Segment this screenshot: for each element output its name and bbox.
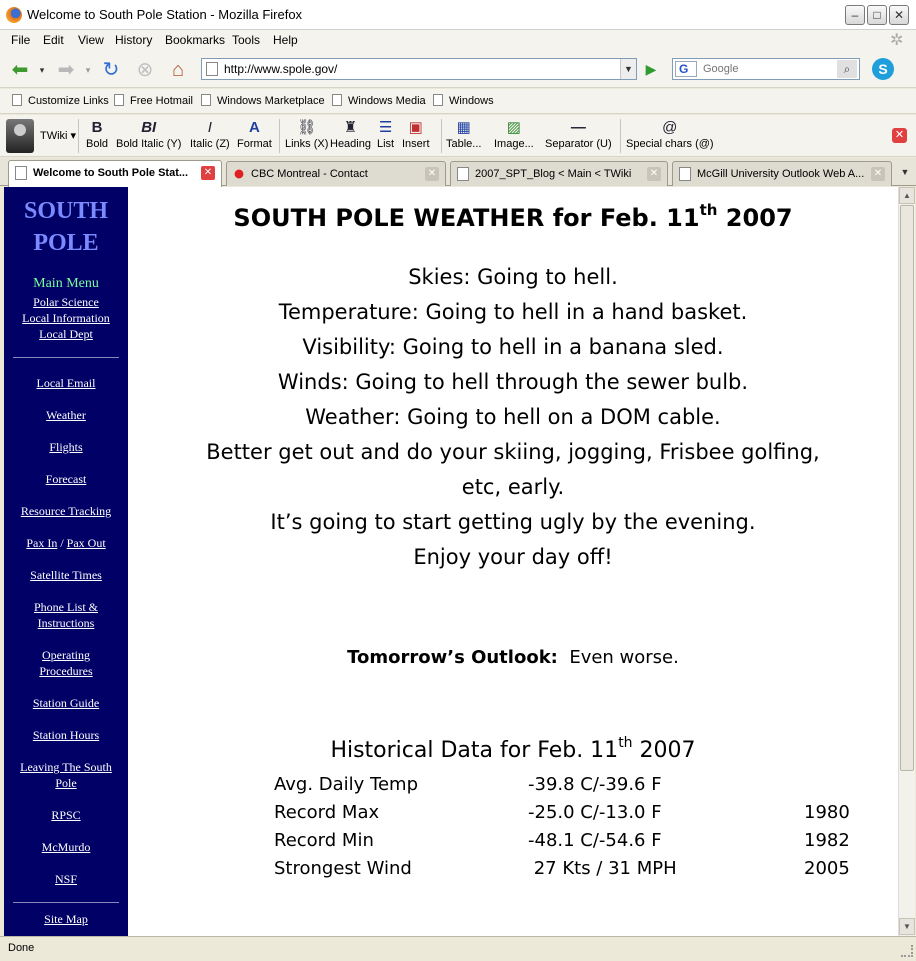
- scroll-up-icon[interactable]: ▲: [899, 187, 915, 204]
- link-mcmurdo[interactable]: McMurdo: [41, 840, 91, 854]
- link-flights[interactable]: Flights: [49, 440, 83, 454]
- bold-icon: B: [91, 119, 103, 136]
- special-chars-button[interactable]: @ Special chars (@): [626, 119, 714, 150]
- sidebar: [4, 187, 128, 936]
- forward-icon[interactable]: ➡: [57, 59, 75, 81]
- toolbar-separator: [620, 119, 621, 153]
- tomorrow-outlook: Tomorrow’s Outlook: Even worse.: [347, 647, 679, 668]
- home-icon[interactable]: ⌂: [171, 59, 185, 81]
- toolbar-separator: [78, 119, 79, 153]
- historical-data-title: Historical Data for Feb. 11th 2007: [330, 735, 696, 763]
- weather-line-winds: Winds: Going to hell through the sewer bulb.: [277, 370, 749, 394]
- site-title-line1: SOUTH: [23, 198, 109, 224]
- page-icon: [12, 94, 22, 106]
- page-icon: [433, 94, 443, 106]
- close-tab-icon[interactable]: ✕: [425, 167, 439, 181]
- menu-help[interactable]: Help: [273, 33, 298, 47]
- page-icon: [679, 167, 691, 181]
- image-button[interactable]: ▨ Image...: [494, 119, 534, 150]
- title-bar: [0, 0, 916, 30]
- menu-file[interactable]: File: [11, 33, 31, 47]
- link-leaving-south-pole-line2[interactable]: Pole: [55, 776, 77, 790]
- historical-row: Avg. Daily Temp -39.8 C/-39.6 F: [274, 774, 662, 795]
- weather-line-weather: Weather: Going to hell on a DOM cable.: [305, 405, 721, 429]
- close-toolbar-icon[interactable]: ✕: [892, 128, 907, 143]
- bold-button[interactable]: B Bold: [86, 119, 109, 150]
- site-title-line2: POLE: [33, 230, 99, 256]
- historical-row: Strongest Wind 27 Kts / 31 MPH 2005: [274, 858, 850, 879]
- bookmark-customize-links[interactable]: Customize Links: [12, 94, 109, 107]
- sidebar-divider: [13, 902, 119, 903]
- link-phone-list-line2[interactable]: Instructions: [37, 616, 95, 630]
- link-operating-procedures-line2[interactable]: Procedures: [39, 664, 93, 678]
- status-bar: [0, 936, 916, 961]
- weather-line-skies: Skies: Going to hell.: [408, 265, 618, 289]
- stop-icon[interactable]: ⊗: [136, 59, 154, 81]
- reload-icon[interactable]: ↻: [102, 59, 120, 81]
- historical-row: Record Max -25.0 C/-13.0 F 1980: [274, 802, 850, 823]
- pax-separator: /: [60, 536, 64, 550]
- link-phone-list-line1[interactable]: Phone List &: [33, 600, 98, 614]
- at-sign-icon: @: [662, 119, 678, 136]
- heading-button[interactable]: ♜ Heading: [330, 119, 371, 150]
- cbc-icon: [233, 167, 245, 181]
- bookmark-windows[interactable]: Windows: [433, 94, 494, 107]
- historical-row: Record Min -48.1 C/-54.6 F 1982: [274, 830, 850, 851]
- page-icon: [15, 166, 27, 180]
- menu-bookmarks[interactable]: Bookmarks: [165, 33, 226, 47]
- weather-line-advice: Better get out and do your skiing, jogging, Frisbee golfing,: [206, 440, 820, 464]
- url-text[interactable]: http://www.spole.gov/: [224, 62, 338, 76]
- search-icon[interactable]: ⌕: [837, 60, 857, 78]
- menu-bar: [0, 30, 916, 52]
- bookmarks-bar: [0, 89, 916, 114]
- toolbar-separator: [441, 119, 442, 153]
- weather-line-advice-cont: etc, early.: [461, 475, 565, 499]
- page-icon: [114, 94, 124, 106]
- menu-view[interactable]: View: [78, 33, 104, 47]
- maximize-button[interactable]: □: [867, 5, 887, 25]
- tab-list-icon[interactable]: ▼: [900, 167, 910, 177]
- tab-spt-blog[interactable]: 2007_SPT_Blog < Main < TWiki ✕: [450, 161, 668, 186]
- link-satellite-times[interactable]: Satellite Times: [30, 568, 102, 582]
- separator-button[interactable]: — Separator (U): [545, 119, 612, 150]
- window-title: Welcome to South Pole Station - Mozilla Firefox: [27, 7, 303, 22]
- bold-italic-icon: BI: [141, 119, 157, 136]
- menu-history[interactable]: History: [115, 33, 153, 47]
- tab-bar: [0, 158, 916, 186]
- heading-icon: ♜: [343, 119, 358, 136]
- page-icon: [201, 94, 211, 106]
- page-icon: [332, 94, 342, 106]
- link-station-hours[interactable]: Station Hours: [32, 728, 100, 742]
- link-weather[interactable]: Weather: [46, 408, 86, 422]
- link-pax-in[interactable]: Pax In: [26, 536, 58, 550]
- link-local-dept[interactable]: Local Dept: [39, 327, 93, 341]
- twiki-menu[interactable]: TWiki ▾: [40, 130, 77, 142]
- menu-tools[interactable]: Tools: [232, 33, 261, 47]
- search-bar[interactable]: [672, 58, 860, 80]
- links-icon: ⛓: [297, 119, 317, 136]
- twiki-toolbar: [0, 115, 916, 157]
- weather-report: [128, 187, 898, 936]
- page-content: [4, 187, 898, 936]
- twiki-logo-icon: [6, 119, 34, 153]
- page-title: SOUTH POLE WEATHER for Feb. 11th 2007: [233, 201, 793, 232]
- link-pax-out[interactable]: Pax Out: [66, 536, 106, 550]
- link-leaving-south-pole-line1[interactable]: Leaving The South: [20, 760, 112, 774]
- italic-button[interactable]: I Italic (Z): [190, 119, 230, 150]
- link-operating-procedures-line1[interactable]: Operating: [42, 648, 90, 662]
- format-button[interactable]: A Format: [237, 119, 272, 150]
- insert-icon: ▣: [408, 119, 423, 136]
- sidebar-divider: [13, 357, 119, 358]
- italic-icon: I: [207, 119, 212, 136]
- close-window-button[interactable]: ✕: [889, 5, 909, 25]
- bookmark-free-hotmail[interactable]: Free Hotmail: [114, 94, 193, 107]
- close-tab-icon[interactable]: ✕: [647, 167, 661, 181]
- skype-button[interactable]: [870, 56, 906, 84]
- pax-links: [4, 535, 128, 551]
- links-button[interactable]: ⛓ Links (X): [285, 119, 329, 150]
- table-icon: ▦: [456, 119, 471, 136]
- list-button[interactable]: ☰ List: [377, 119, 395, 150]
- search-engine-icon[interactable]: G: [675, 61, 697, 77]
- insert-button[interactable]: ▣ Insert: [402, 119, 430, 150]
- list-icon: ☰: [378, 119, 393, 136]
- link-station-guide[interactable]: Station Guide: [32, 696, 100, 710]
- resize-grip-icon[interactable]: [901, 945, 913, 957]
- image-icon: ▨: [506, 119, 521, 136]
- format-icon: A: [249, 119, 260, 136]
- weather-line-visibility: Visibility: Going to hell in a banana sled.: [302, 335, 724, 359]
- link-nsf[interactable]: NSF: [54, 872, 77, 886]
- separator-icon: —: [570, 119, 586, 136]
- link-local-email[interactable]: Local Email: [36, 376, 96, 390]
- throbber-icon: ✲: [890, 32, 904, 49]
- vertical-scrollbar[interactable]: [898, 187, 915, 936]
- tab-mcgill-outlook[interactable]: McGill University Outlook Web A... ✕: [672, 161, 892, 186]
- link-forecast[interactable]: Forecast: [45, 472, 87, 486]
- weather-line-temperature: Temperature: Going to hell in a hand basket.: [278, 300, 748, 324]
- tab-cbc-montreal[interactable]: CBC Montreal - Contact ✕: [226, 161, 446, 186]
- close-tab-icon[interactable]: ✕: [871, 167, 885, 181]
- link-local-information[interactable]: Local Information: [22, 311, 110, 325]
- link-resource-tracking[interactable]: Resource Tracking: [20, 504, 112, 518]
- page-icon: [206, 62, 218, 76]
- table-button[interactable]: ▦ Table...: [446, 119, 482, 150]
- minimize-button[interactable]: ‒: [845, 5, 865, 25]
- close-tab-icon[interactable]: ✕: [201, 166, 215, 180]
- bookmark-windows-marketplace[interactable]: Windows Marketplace: [201, 94, 325, 107]
- back-history-dropdown[interactable]: ▾: [39, 65, 45, 75]
- weather-line-evening: It’s going to start getting ugly by the evening.: [270, 510, 756, 534]
- go-icon[interactable]: ▶: [645, 61, 657, 77]
- firefox-icon: [6, 7, 22, 23]
- skype-icon: S: [872, 58, 894, 80]
- forward-history-dropdown[interactable]: ▾: [85, 65, 91, 75]
- url-bar[interactable]: [201, 58, 637, 80]
- scrollbar-thumb[interactable]: [900, 205, 914, 771]
- link-polar-science[interactable]: Polar Science: [33, 295, 99, 309]
- bookmark-windows-media[interactable]: Windows Media: [332, 94, 426, 107]
- link-site-map[interactable]: Site Map: [44, 912, 88, 926]
- main-menu-heading: Main Menu: [33, 276, 99, 291]
- toolbar-separator: [279, 119, 280, 153]
- page-icon: [457, 167, 469, 181]
- status-text: Done: [8, 942, 35, 954]
- link-rpsc[interactable]: RPSC: [51, 808, 81, 822]
- weather-line-enjoy: Enjoy your day off!: [413, 545, 613, 569]
- bold-italic-button[interactable]: BI Bold Italic (Y): [116, 119, 182, 150]
- search-input[interactable]: [703, 60, 833, 78]
- tab-south-pole[interactable]: Welcome to South Pole Stat... ✕: [8, 160, 222, 187]
- scroll-down-icon[interactable]: ▼: [899, 918, 915, 935]
- menu-edit[interactable]: Edit: [43, 33, 64, 47]
- url-dropdown-icon[interactable]: ▼: [620, 59, 636, 79]
- back-icon[interactable]: ⬅: [11, 59, 29, 81]
